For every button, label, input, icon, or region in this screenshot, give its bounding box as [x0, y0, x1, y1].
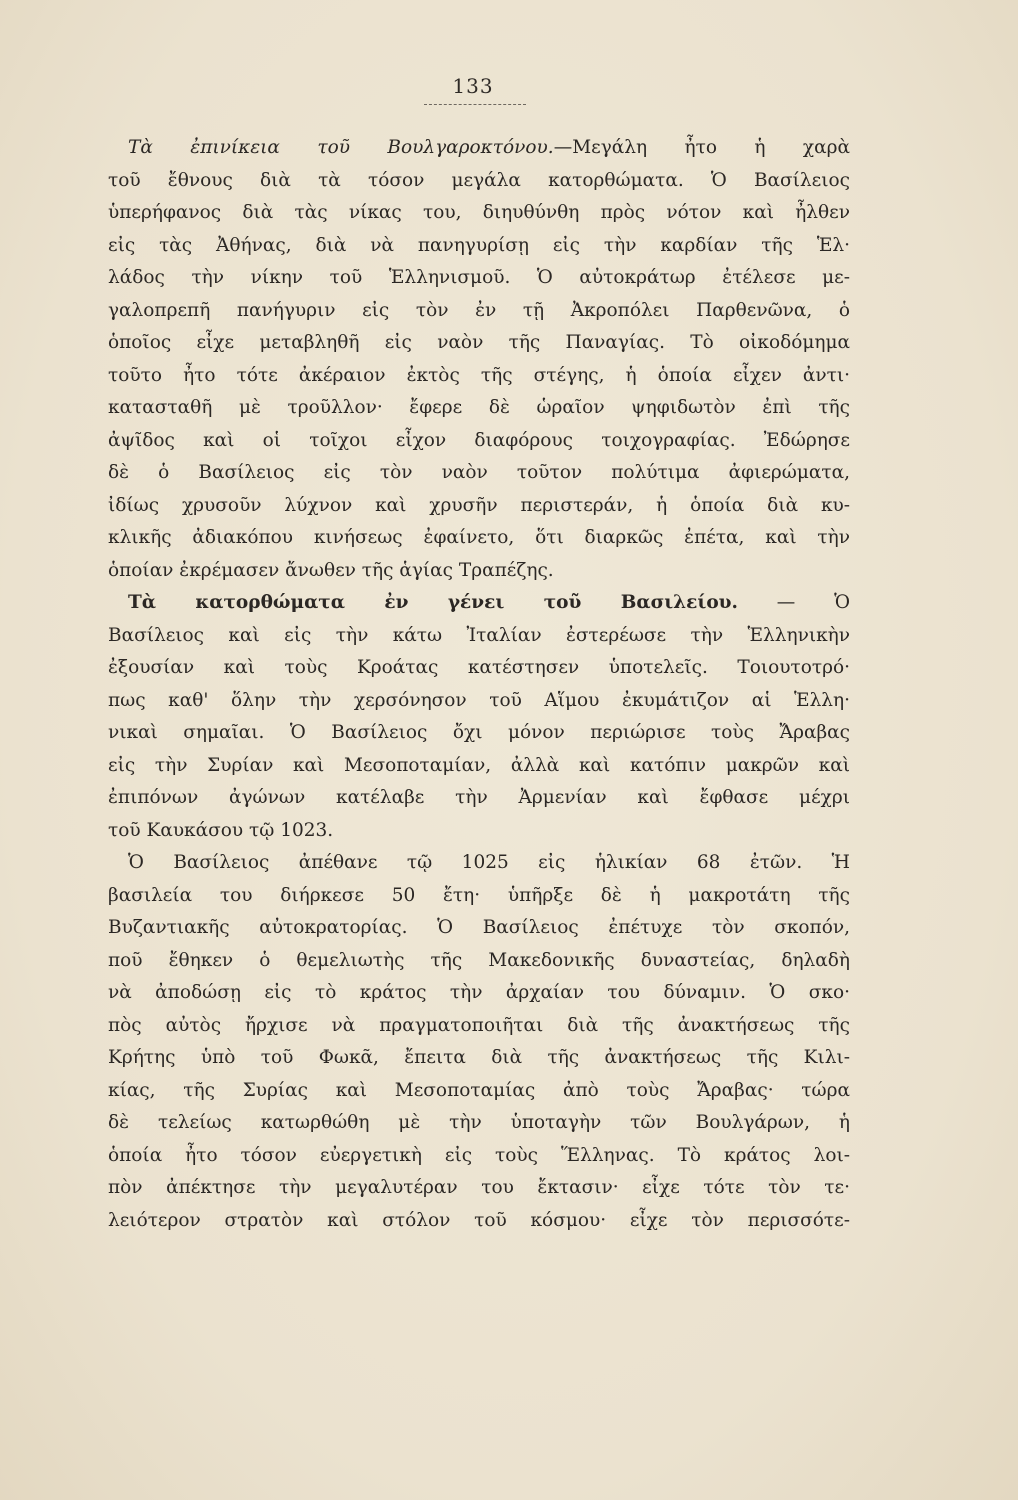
text-line: κίας, τῆς Συρίας καὶ Μεσοποταμίας ἀπὸ τοὺς Ἄραβας· τώρα [108, 1079, 850, 1101]
text-line: βασιλεία του διήρκεσε 50 ἔτη· ὑπῆρξε δὲ ἡ μακροτάτη τῆς [108, 884, 850, 906]
text-line: ἐξουσίαν καὶ τοὺς Κροάτας κατέστησεν ὑποτελεῖς. Τοιουτοτρό· [108, 657, 850, 678]
page-number: 133 [452, 74, 494, 98]
line-text: —Μεγάλη ἦτο ἡ χαρὰ [553, 137, 850, 158]
text-line: τοῦ ἔθνους διὰ τὰ τόσον μεγάλα κατορθώματα. Ὁ Βασίλειος [108, 169, 850, 191]
text-line: Κρήτης ὑπὸ τοῦ Φωκᾶ, ἔπειτα διὰ τῆς ἀνακτήσεως τῆς Κιλι- [108, 1047, 850, 1068]
text-line: δὲ ὁ Βασίλειος εἰς τὸν ναὸν τοῦτον πολύτιμα ἀφιερώματα, [108, 462, 850, 483]
text-line: τοῦ Καυκάσου τῷ 1023. [108, 819, 334, 841]
text-line: πὸς αὐτὸς ἤρχισε νὰ πραγματοποιῆται διὰ τῆς ἀνακτήσεως τῆς [108, 1014, 850, 1036]
section-heading-triumph: Τὰ ἐπινίκεια τοῦ Βουλγαροκτόνου. [128, 137, 554, 158]
text-line: ὑπερήφανος διὰ τὰς νίκας του, διηυθύνθη πρὸς νότον καὶ ἦλθεν [108, 202, 850, 223]
paragraph-achievements [108, 587, 850, 847]
text-line: πως καθ' ὅλην τὴν χερσόνησον τοῦ Αἵμου ἐκυμάτιζον αἱ Ἑλλη· [108, 689, 850, 711]
section-heading-achievements: Τὰ κατορθώματα ἐν γένει τοῦ Βασιλείου. [128, 592, 738, 613]
paragraph-triumph [108, 132, 850, 587]
text-line: εἰς τὰς Ἀθήνας, διὰ νὰ πανηγυρίσῃ εἰς τὴν καρδίαν τῆς Ἑλ· [108, 234, 850, 256]
text-line: Βυζαντιακῆς αὐτοκρατορίας. Ὁ Βασίλειος ἐπέτυχε τὸν σκοπόν, [108, 917, 850, 938]
text-line: Ὁ Βασίλειος ἀπέθανε τῷ 1025 εἰς ἡλικίαν 68 ἐτῶν. Ἡ [128, 852, 850, 873]
text-line: ποῦ ἔθηκεν ὁ θεμελιωτὴς τῆς Μακεδονικῆς δυναστείας, δηλαδὴ [108, 949, 850, 971]
body-text [108, 132, 850, 1237]
text-line: νικαὶ σημαῖαι. Ὁ Βασίλειος ὄχι μόνον περιώρισε τοὺς Ἄραβας [108, 722, 850, 743]
text-line: ὁποία ἦτο τόσον εὐεργετικὴ εἰς τοὺς Ἕλληνας. Τὸ κράτος λοι- [108, 1144, 850, 1166]
text-line: τοῦτο ἦτο τότε ἀκέραιον ἐκτὸς τῆς στέγης, ἡ ὁποία εἶχεν ἀντι· [108, 364, 850, 386]
paragraph-death [108, 847, 850, 1237]
text-line: νὰ ἀποδώσῃ εἰς τὸ κράτος τὴν ἀρχαίαν του δύναμιν. Ὁ σκο· [108, 982, 850, 1003]
text-line [108, 132, 850, 165]
text-line: κλικῆς ἀδιακόπου κινήσεως ἐφαίνετο, ὅτι διαρκῶς ἐπέτα, καὶ τὴν [108, 527, 850, 548]
text-line: Βασίλειος καὶ εἰς τὴν κάτω Ἰταλίαν ἐστερέωσε τὴν Ἑλληνικὴν [108, 624, 850, 646]
text-line: ὁποῖος εἶχε μεταβληθῆ εἰς ναὸν τῆς Παναγίας. Τὸ οἰκοδόμημα [108, 332, 850, 353]
text-line: λειότερον στρατὸν καὶ στόλον τοῦ κόσμου· εἶχε τὸν περισσότε- [108, 1209, 850, 1231]
text-line: δὲ τελείως κατωρθώθη μὲ τὴν ὑποταγὴν τῶν Βουλγάρων, ἡ [108, 1112, 850, 1133]
page-number-rule [424, 104, 526, 105]
text-line: ὁποίαν ἐκρέμασεν ἄνωθεν τῆς ἁγίας Τραπέζης. [108, 559, 554, 581]
text-line: ἰδίως χρυσοῦν λύχνον καὶ χρυσῆν περιστεράν, ἡ ὁποία διὰ κυ- [108, 494, 850, 516]
text-line: κατασταθῆ μὲ τροῦλλον· ἔφερε δὲ ὡραῖον ψηφιδωτὸν ἐπὶ τῆς [108, 397, 850, 418]
text-line: λάδος τὴν νίκην τοῦ Ἑλληνισμοῦ. Ὁ αὐτοκράτωρ ἐτέλεσε με- [108, 267, 850, 288]
text-line: ἀψῖδος καὶ οἱ τοῖχοι εἶχον διαφόρους τοιχογραφίας. Ἐδώρησε [108, 429, 850, 451]
text-line [108, 587, 850, 620]
line-text: — Ὁ [737, 592, 850, 613]
text-line: γαλοπρεπῆ πανήγυριν εἰς τὸν ἐν τῇ Ἀκροπόλει Παρθενῶνα, ὁ [108, 299, 850, 321]
text-line: ἐπιπόνων ἀγώνων κατέλαβε τὴν Ἀρμενίαν καὶ ἔφθασε μέχρι [108, 787, 850, 808]
text-line: εἰς τὴν Συρίαν καὶ Μεσοποταμίαν, ἀλλὰ καὶ κατόπιν μακρῶν καὶ [108, 754, 850, 776]
text-line: πὸν ἀπέκτησε τὴν μεγαλυτέραν του ἔκτασιν· εἶχε τότε τὸν τε· [108, 1177, 850, 1198]
